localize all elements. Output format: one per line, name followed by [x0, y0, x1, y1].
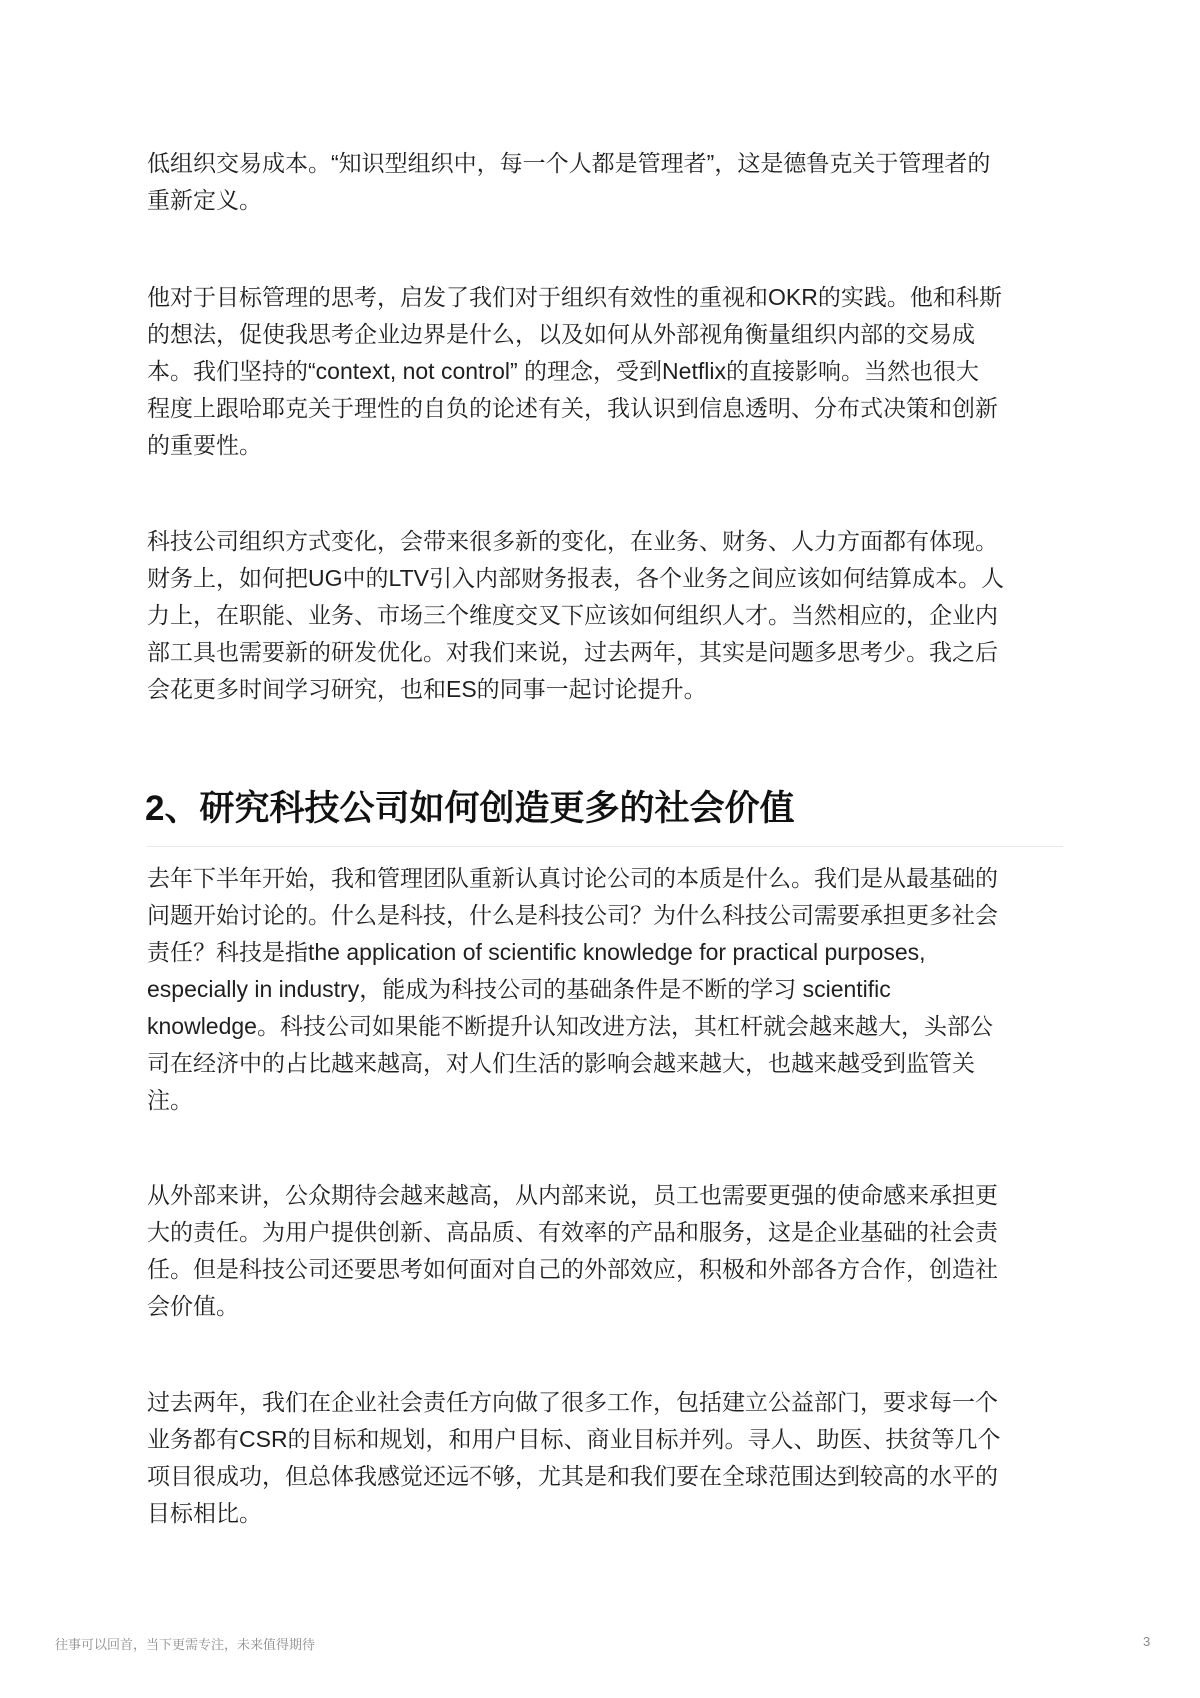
text-line: especially in industry，能成为科技公司的基础条件是不断的学习 scientific [147, 976, 891, 1002]
text-line: 低组织交易成本。“知识型组织中，每一个人都是管理者”，这是德鲁克关于管理者的 [147, 150, 991, 176]
text-line: 科技公司组织方式变化，会带来很多新的变化，在业务、财务、人力方面都有体现。 [147, 528, 998, 554]
paragraph-2 [147, 279, 1067, 464]
text-line: 的重要性。 [147, 432, 262, 458]
text-line: 去年下半年开始，我和管理团队重新认真讨论公司的本质是什么。我们是从最基础的 [147, 865, 998, 891]
paragraph-1 [147, 145, 1067, 219]
text-line: 目标相比。 [147, 1500, 262, 1526]
section-heading: 2、研究科技公司如何创造更多的社会价值 [145, 789, 795, 828]
text-line: knowledge。科技公司如果能不断提升认知改进方法，其杠杆就会越来越大，头部公 [147, 1013, 993, 1039]
text-line: 责任？科技是指the application of scientific knowledge for practical purposes, [147, 939, 926, 965]
text-line: 他对于目标管理的思考，启发了我们对于组织有效性的重视和OKR的实践。他和科斯 [147, 284, 1002, 310]
text-line: 注。 [147, 1087, 193, 1113]
heading-divider [147, 846, 1063, 847]
text-line: 任。但是科技公司还要思考如何面对自己的外部效应，积极和外部各方合作，创造社 [147, 1256, 998, 1282]
text-line: 业务都有CSR的目标和规划，和用户目标、商业目标并列。寻人、助医、扶贫等几个 [147, 1426, 1001, 1452]
text-line: 问题开始讨论的。什么是科技，什么是科技公司？为什么科技公司需要承担更多社会 [147, 902, 998, 928]
text-line: 会价值。 [147, 1293, 239, 1319]
text-line: 部工具也需要新的研发优化。对我们来说，过去两年，其实是问题多思考少。我之后 [147, 639, 998, 665]
text-line: 的想法，促使我思考企业边界是什么，以及如何从外部视角衡量组织内部的交易成 [147, 321, 975, 347]
text-line: 过去两年，我们在企业社会责任方向做了很多工作，包括建立公益部门，要求每一个 [147, 1389, 998, 1415]
text-line: 项目很成功，但总体我感觉还远不够，尤其是和我们要在全球范围达到较高的水平的 [147, 1463, 998, 1489]
text-line: 司在经济中的占比越来越高，对人们生活的影响会越来越大，也越来越受到监管关 [147, 1050, 975, 1076]
paragraph-3 [147, 523, 1067, 708]
text-line: 大的责任。为用户提供创新、高品质、有效率的产品和服务，这是企业基础的社会责 [147, 1219, 998, 1245]
text-line: 本。我们坚持的“context, not control” 的理念，受到Netflix的直接影响。当然也很大 [147, 358, 979, 384]
text-line: 会花更多时间学习研究，也和ES的同事一起讨论提升。 [147, 676, 707, 702]
text-line: 从外部来讲，公众期待会越来越高，从内部来说，员工也需要更强的使命感来承担更 [147, 1182, 998, 1208]
page-number: 3 [1143, 1634, 1151, 1649]
paragraph-5 [147, 1177, 1067, 1325]
paragraph-4 [147, 860, 1067, 1119]
text-line: 程度上跟哈耶克关于理性的自负的论述有关，我认识到信息透明、分布式决策和创新 [147, 395, 998, 421]
text-line: 财务上，如何把UG中的LTV引入内部财务报表，各个业务之间应该如何结算成本。人 [147, 565, 1004, 591]
text-line: 力上，在职能、业务、市场三个维度交叉下应该如何组织人才。当然相应的，企业内 [147, 602, 998, 628]
paragraph-6 [147, 1384, 1067, 1532]
footer-text: 往事可以回首，当下更需专注，未来值得期待 [55, 1637, 316, 1652]
text-line: 重新定义。 [147, 187, 262, 213]
